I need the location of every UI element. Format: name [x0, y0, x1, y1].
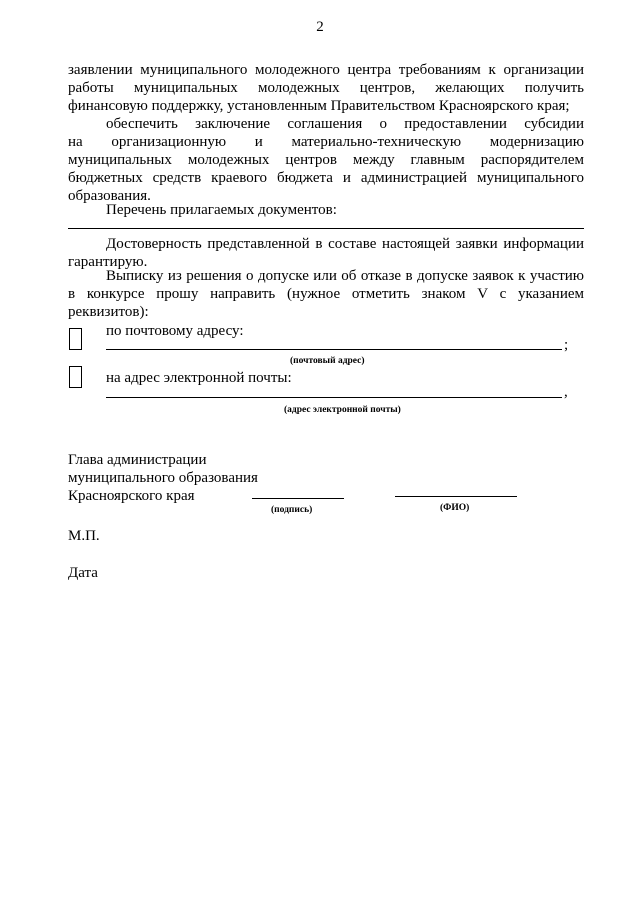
documents-label: Перечень прилагаемых документов:: [106, 202, 337, 218]
date-label: Дата: [68, 565, 98, 581]
signature-caption: (подпись): [271, 505, 313, 515]
text-line: Выписку из решения о допуске или об отказе в допуске заявок к участию: [106, 268, 584, 284]
text-line: на организационную и материально-техническую модернизацию: [68, 134, 584, 150]
postal-caption: (почтовый адрес): [290, 356, 365, 366]
text-line: работы муниципальных молодежных центров, желающих получить: [68, 80, 584, 96]
page-number: 2: [316, 19, 324, 35]
text-line: в конкурсе прошу направить (нужное отметить знаком V с указанием: [68, 286, 584, 302]
stamp-label: М.П.: [68, 528, 100, 544]
text-line: обеспечить заключение соглашения о предоставлении субсидии: [106, 116, 584, 132]
text-line: реквизитов):: [68, 304, 149, 320]
text-line: заявлении муниципального молодежного центра требованиям к организации: [68, 62, 584, 78]
paragraph-documents: [68, 201, 584, 219]
text-line: муниципальных молодежных центров между главным распорядителем: [68, 152, 584, 168]
postal-end-mark: ;: [564, 337, 569, 353]
email-address-line[interactable]: [106, 397, 562, 398]
postal-checkbox[interactable]: [69, 328, 82, 350]
text-line: бюджетных средств краевого бюджета и администрацией муниципального: [68, 170, 584, 186]
paragraph-reliability: [68, 235, 584, 271]
email-label: на адрес электронной почты:: [106, 370, 292, 386]
name-caption: (ФИО): [440, 503, 470, 513]
paragraph-requirements: [68, 61, 584, 115]
email-checkbox[interactable]: [69, 366, 82, 388]
postal-label: по почтовому адресу:: [106, 323, 244, 339]
email-end-mark: ,: [564, 384, 568, 400]
documents-fill-line[interactable]: [68, 228, 584, 229]
paragraph-extract: [68, 267, 584, 321]
name-line[interactable]: [395, 496, 517, 497]
signature-title-line: Глава администрации: [68, 452, 207, 468]
signature-title-line: Красноярского края: [68, 488, 195, 504]
text-line: финансовую поддержку, установленным Правительством Красноярского края;: [68, 98, 570, 114]
signature-title-line: муниципального образования: [68, 470, 258, 486]
postal-address-line[interactable]: [106, 349, 562, 350]
email-caption: (адрес электронной почты): [284, 405, 401, 415]
text-line: Достоверность представленной в составе настоящей заявки информации: [106, 236, 584, 252]
signature-line[interactable]: [252, 498, 344, 499]
text-line: гарантирую.: [68, 254, 148, 270]
text-line: образования.: [68, 188, 151, 204]
paragraph-agreement: [68, 115, 584, 205]
